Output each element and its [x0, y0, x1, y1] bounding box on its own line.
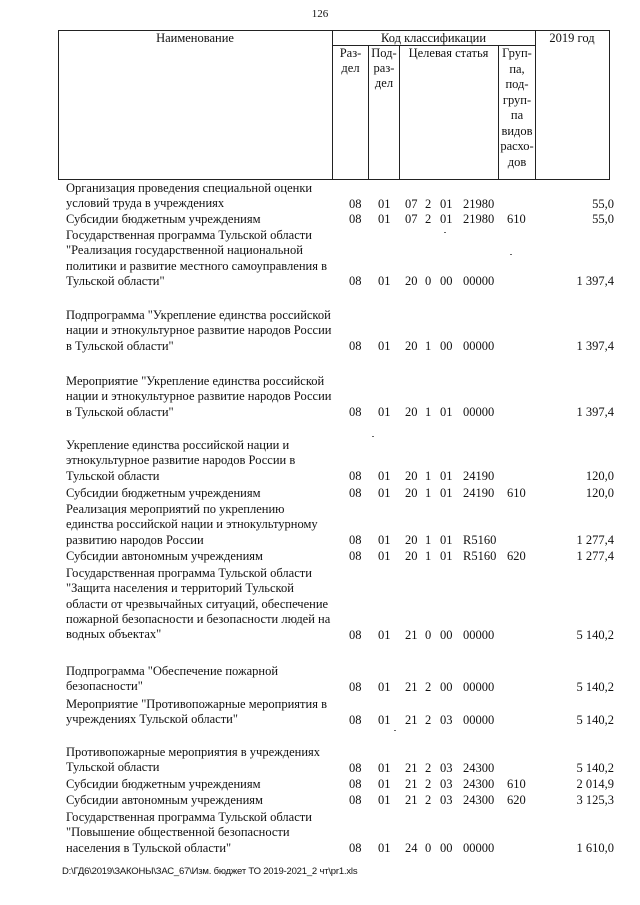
row-name: Государственная программа Тульской области "Реализация государственной национальной политики и развитие местного самоуправления в Тульской области": [66, 228, 327, 288]
row-name: Противопожарные мероприятия в учреждениях Тульской области: [66, 745, 321, 775]
expense-type-code: 620: [507, 793, 526, 808]
podrazdel-code: 01: [378, 549, 391, 564]
subprogram-code: 2: [425, 712, 432, 727]
main-event-code: 01: [440, 212, 453, 227]
razdel-code: 08: [349, 212, 362, 227]
subprogram-code: 1: [425, 549, 432, 564]
podrazdel-code: 01: [378, 840, 391, 855]
podrazdel-code: 01: [378, 486, 391, 501]
main-event-code: 00: [440, 627, 453, 642]
row-name: Мероприятие "Противопожарные мероприятия в учреждениях Тульской области": [66, 697, 327, 727]
main-event-code: 03: [440, 777, 453, 792]
podrazdel-code: 01: [378, 627, 391, 642]
amount-2019: 55,0: [592, 212, 614, 227]
table-row: [0, 308, 640, 354]
main-event-code: 01: [440, 196, 453, 211]
podrazdel-code: 01: [378, 196, 391, 211]
row-name: Субсидии автономным учреждениям: [66, 793, 263, 807]
subprogram-code: 1: [425, 404, 432, 419]
subprogram-code: 1: [425, 338, 432, 353]
table-row: [0, 438, 640, 484]
amount-2019: 120,0: [585, 468, 614, 483]
main-event-code: 01: [440, 468, 453, 483]
direction-code: 00000: [463, 679, 495, 694]
program-code: 21: [405, 679, 418, 694]
podrazdel-code: 01: [378, 468, 391, 483]
program-code: 20: [405, 274, 418, 289]
program-code: 20: [405, 532, 418, 547]
direction-code: 21980: [463, 196, 495, 211]
podrazdel-code: 01: [378, 404, 391, 419]
direction-code: 00000: [463, 404, 495, 419]
row-name: Подпрограмма "Укрепление единства российской нации и этнокультурное развитие народов России в Тульской области": [66, 308, 332, 353]
subprogram-code: 2: [425, 679, 432, 694]
table-row: [0, 549, 640, 564]
program-code: 07: [405, 212, 418, 227]
table-row: [0, 181, 640, 212]
table-header: [0, 0, 640, 180]
direction-code: 00000: [463, 274, 495, 289]
direction-code: 00000: [463, 840, 495, 855]
main-event-code: 01: [440, 486, 453, 501]
row-name: Субсидии автономным учреждениям: [66, 549, 263, 563]
row-name: Мероприятие "Укрепление единства российской нации и этнокультурное развитие народов России в Тульской области": [66, 374, 332, 419]
header-name: Наименование: [156, 31, 234, 45]
amount-2019: 1 397,4: [576, 274, 614, 289]
amount-2019: 1 277,4: [576, 532, 614, 547]
program-code: 21: [405, 777, 418, 792]
subprogram-code: 1: [425, 468, 432, 483]
header-target-article: Целевая статья: [408, 46, 489, 60]
header-year: 2019 год: [549, 31, 595, 45]
subprogram-code: 1: [425, 532, 432, 547]
table-row: [0, 502, 640, 548]
amount-2019: 5 140,2: [576, 679, 614, 694]
razdel-code: 08: [349, 777, 362, 792]
main-event-code: 01: [440, 549, 453, 564]
row-name: Субсидии бюджетным учреждениям: [66, 212, 261, 226]
program-code: 24: [405, 840, 418, 855]
main-event-code: 00: [440, 274, 453, 289]
razdel-code: 08: [349, 840, 362, 855]
header-podrazdel: Под- раз- дел: [371, 46, 397, 90]
table-row: [0, 228, 640, 289]
main-event-code: 01: [440, 404, 453, 419]
direction-code: 24300: [463, 760, 495, 775]
row-name: Субсидии бюджетным учреждениям: [66, 777, 261, 791]
direction-code: 21980: [463, 212, 495, 227]
subprogram-code: 0: [425, 840, 432, 855]
subprogram-code: 2: [425, 793, 432, 808]
direction-code: 24190: [463, 486, 495, 501]
podrazdel-code: 01: [378, 679, 391, 694]
subprogram-code: 1: [425, 486, 432, 501]
podrazdel-code: 01: [378, 712, 391, 727]
razdel-code: 08: [349, 196, 362, 211]
table-row: [0, 664, 640, 695]
amount-2019: 3 125,3: [576, 793, 614, 808]
program-code: 21: [405, 760, 418, 775]
program-code: 07: [405, 196, 418, 211]
subprogram-code: 2: [425, 212, 432, 227]
main-event-code: 00: [440, 840, 453, 855]
podrazdel-code: 01: [378, 212, 391, 227]
program-code: 20: [405, 404, 418, 419]
razdel-code: 08: [349, 760, 362, 775]
podrazdel-code: 01: [378, 777, 391, 792]
expense-type-code: 610: [507, 777, 526, 792]
table-row: [0, 697, 640, 728]
table-row: [0, 212, 640, 227]
expense-type-code: 620: [507, 549, 526, 564]
row-name: Укрепление единства российской нации и этнокультурное развитие народов России в Тульской области: [66, 438, 296, 483]
amount-2019: 1 397,4: [576, 338, 614, 353]
program-code: 20: [405, 549, 418, 564]
header-code-classification: Код классификации: [380, 31, 487, 45]
razdel-code: 08: [349, 627, 362, 642]
header-razdel: Раз- дел: [339, 46, 362, 75]
table-row: [0, 745, 640, 776]
main-event-code: 00: [440, 338, 453, 353]
table-row: [0, 793, 640, 808]
razdel-code: 08: [349, 404, 362, 419]
razdel-code: 08: [349, 712, 362, 727]
header-group: Груп- па, под- груп- па видов расхо- дов: [500, 46, 534, 169]
program-code: 20: [405, 468, 418, 483]
subprogram-code: 0: [425, 627, 432, 642]
main-event-code: 03: [440, 760, 453, 775]
main-event-code: 03: [440, 793, 453, 808]
razdel-code: 08: [349, 532, 362, 547]
direction-code: 24190: [463, 468, 495, 483]
subprogram-code: 0: [425, 274, 432, 289]
row-name: Реализация мероприятий по укреплению единства российской нации и этнокультурному развитию народов России: [66, 502, 318, 547]
direction-code: R5160: [463, 532, 497, 547]
row-name: Субсидии бюджетным учреждениям: [66, 486, 261, 500]
row-name: Государственная программа Тульской области "Повышение общественной безопасности населения в Тульской области": [66, 810, 312, 855]
direction-code: 00000: [463, 712, 495, 727]
row-name: Государственная программа Тульской области "Защита населения и территорий Тульской области от чрезвычайных ситуаций, обеспечение пожарной безопасности и безопасности людей на водных объектах": [66, 566, 331, 642]
expense-type-code: 610: [507, 212, 526, 227]
razdel-code: 08: [349, 274, 362, 289]
amount-2019: 120,0: [585, 486, 614, 501]
direction-code: 00000: [463, 338, 495, 353]
razdel-code: 08: [349, 338, 362, 353]
razdel-code: 08: [349, 679, 362, 694]
razdel-code: 08: [349, 549, 362, 564]
program-code: 21: [405, 627, 418, 642]
amount-2019: 1 397,4: [576, 404, 614, 419]
subprogram-code: 2: [425, 777, 432, 792]
podrazdel-code: 01: [378, 793, 391, 808]
main-event-code: 01: [440, 532, 453, 547]
amount-2019: 5 140,2: [576, 712, 614, 727]
direction-code: 24300: [463, 793, 495, 808]
table-row: [0, 777, 640, 792]
amount-2019: 1 277,4: [576, 549, 614, 564]
amount-2019: 5 140,2: [576, 760, 614, 775]
subprogram-code: 2: [425, 760, 432, 775]
program-code: 21: [405, 793, 418, 808]
file-path-footer: D:\ГД6\2019\ЗАКОНЫ\ЗАС_67\Изм. бюджет ТО 2019-2021_2 чт\pr1.xls: [62, 866, 358, 877]
program-code: 20: [405, 486, 418, 501]
podrazdel-code: 01: [378, 532, 391, 547]
amount-2019: 55,0: [592, 196, 614, 211]
direction-code: 00000: [463, 627, 495, 642]
razdel-code: 08: [349, 793, 362, 808]
program-code: 21: [405, 712, 418, 727]
main-event-code: 00: [440, 679, 453, 694]
podrazdel-code: 01: [378, 274, 391, 289]
razdel-code: 08: [349, 486, 362, 501]
podrazdel-code: 01: [378, 760, 391, 775]
razdel-code: 08: [349, 468, 362, 483]
subprogram-code: 2: [425, 196, 432, 211]
expense-type-code: 610: [507, 486, 526, 501]
main-event-code: 03: [440, 712, 453, 727]
program-code: 20: [405, 338, 418, 353]
table-row: [0, 810, 640, 856]
row-name: Организация проведения специальной оценки условий труда в учреждениях: [66, 181, 313, 211]
amount-2019: 1 610,0: [576, 840, 614, 855]
row-name: Подпрограмма "Обеспечение пожарной безопасности": [66, 664, 279, 694]
page-number: 126: [311, 8, 329, 20]
podrazdel-code: 01: [378, 338, 391, 353]
direction-code: 24300: [463, 777, 495, 792]
table-row: [0, 374, 640, 420]
table-row: [0, 486, 640, 501]
table-row: [0, 566, 640, 643]
amount-2019: 5 140,2: [576, 627, 614, 642]
direction-code: R5160: [463, 549, 497, 564]
amount-2019: 2 014,9: [576, 777, 614, 792]
